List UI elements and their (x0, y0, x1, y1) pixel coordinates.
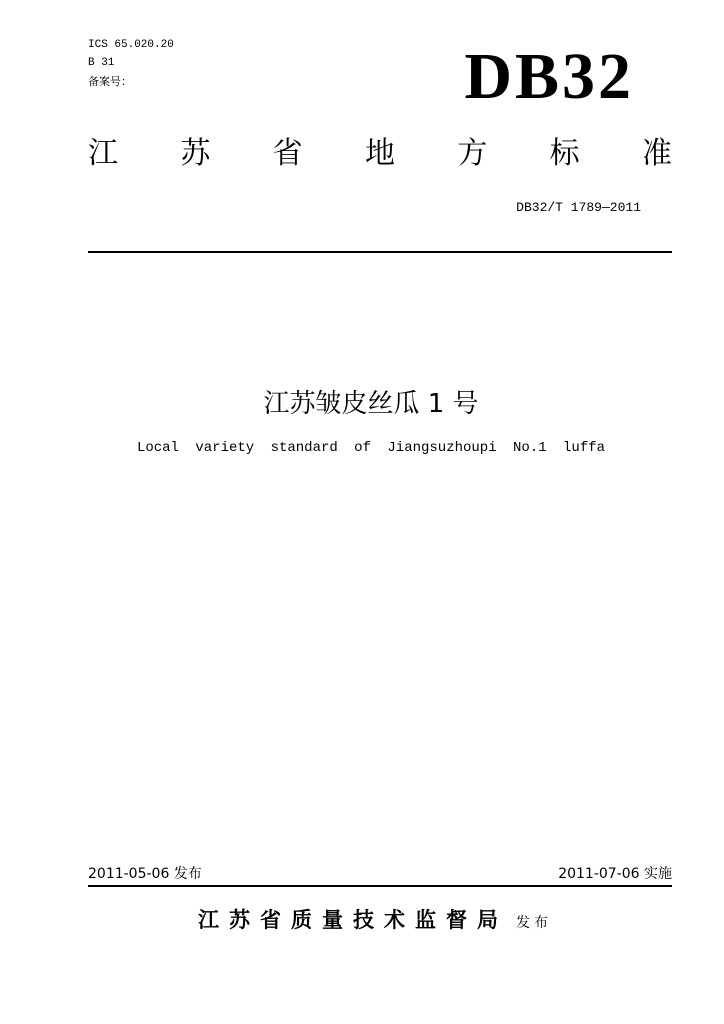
bottom-divider (88, 885, 672, 887)
implementation-date: 2011-07-06 实施 (558, 866, 672, 882)
ccs-code: B 31 (88, 57, 115, 69)
issuer-block (198, 906, 552, 937)
ics-code: ICS 65.020.20 (88, 39, 174, 51)
standard-type-char: 准 (641, 136, 672, 171)
standard-type-char: 地 (364, 136, 395, 171)
standard-number: DB32/T 1789—2011 (516, 200, 641, 215)
top-divider (88, 251, 672, 253)
document-title-english: Local variety standard of Jiangsuzhoupi No.1 luffa (136, 440, 606, 456)
record-number-label: 备案号： (88, 75, 132, 88)
standard-type-char: 标 (549, 136, 580, 171)
issuer-name: 江苏省质量技术监督局 (198, 908, 508, 932)
standard-type-char: 苏 (180, 136, 211, 171)
db32-logo: DB32 (464, 40, 634, 113)
standard-type-heading (88, 136, 672, 172)
document-title-chinese: 江苏皱皮丝瓜 1 号 (263, 389, 479, 419)
standard-type-char: 方 (457, 136, 488, 171)
issue-date: 2011-05-06 发布 (88, 866, 202, 882)
issuer-suffix: 发布 (516, 915, 552, 931)
standard-type-char: 省 (272, 136, 303, 171)
standard-type-char: 江 (88, 136, 118, 171)
